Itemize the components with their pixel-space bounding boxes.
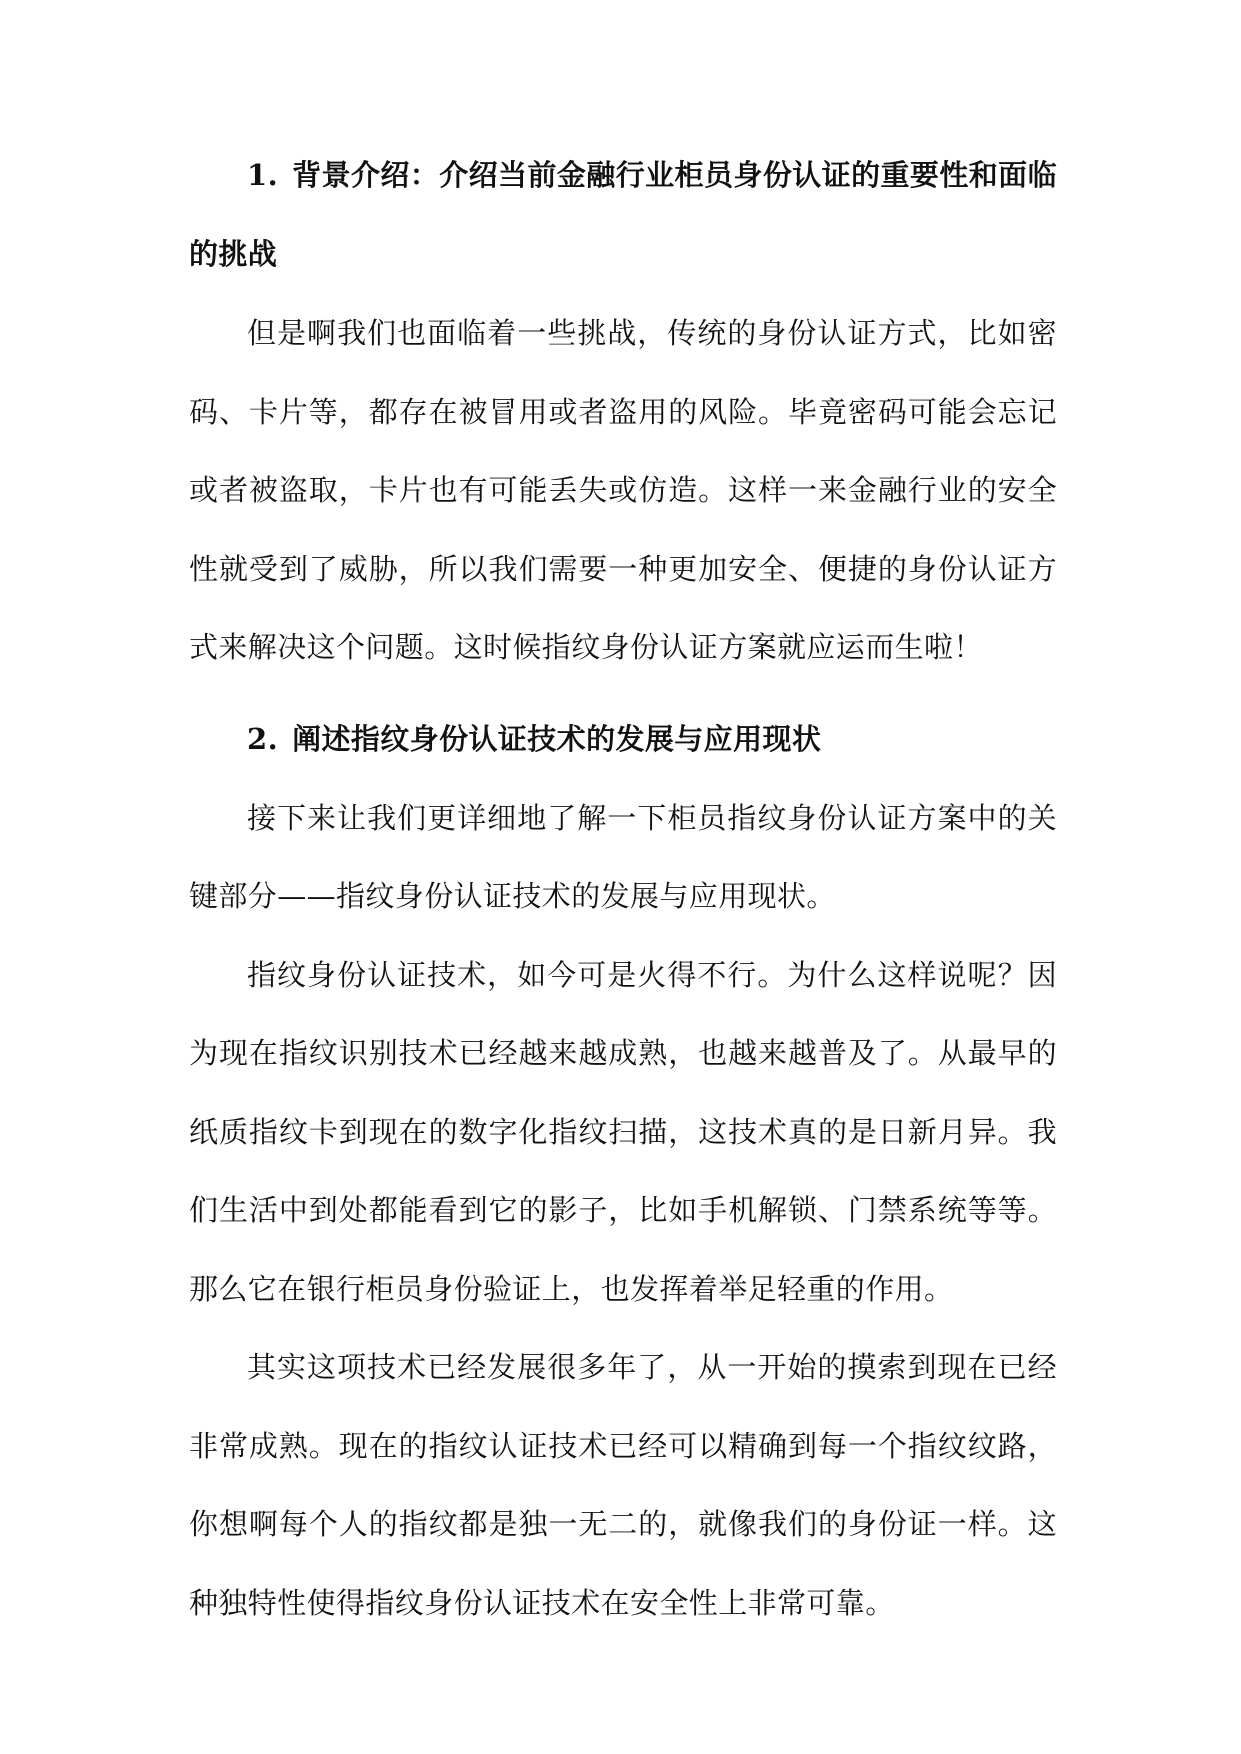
section-heading-2 <box>189 700 1057 779</box>
section-heading-1 <box>189 136 1057 294</box>
body-paragraph: 指纹身份认证技术，如今可是火得不行。为什么这样说呢？因为现在指纹识别技术已经越来越成熟，也越来越普及了。从最早的纸质指纹卡到现在的数字化指纹扫描，这技术真的是日新月异。我们生活中到处都能看到它的影子，比如手机解锁、门禁系统等等。那么它在银行柜员身份验证上，也发挥着举足轻重的作用。 <box>189 957 1057 1306</box>
section-title: 背景介绍：介绍当前金融行业柜员身份认证的重要性和面临的挑战 <box>189 158 1057 271</box>
section-title: 阐述指纹身份认证技术的发展与应用现状 <box>292 721 822 756</box>
body-paragraph: 但是啊我们也面临着一些挑战，传统的身份认证方式，比如密码、卡片等，都存在被冒用或者盗用的风险。毕竟密码可能会忘记或者被盗取，卡片也有可能丢失或仿造。这样一来金融行业的安全性就受到了威胁，所以我们需要一种更加安全、便捷的身份认证方式来解决这个问题。这时候指纹身份认证方案就应运而生啦！ <box>189 316 1057 664</box>
section-number: 1. <box>247 158 279 192</box>
section-number: 2. <box>247 721 279 756</box>
document-body <box>189 136 1057 1642</box>
body-paragraph: 其实这项技术已经发展很多年了，从一开始的摸索到现在已经非常成熟。现在的指纹认证技术已经可以精确到每一个指纹纹路，你想啊每个人的指纹都是独一无二的，就像我们的身份证一样。这种独特性使得指纹身份认证技术在安全性上非常可靠。 <box>189 1350 1057 1620</box>
body-paragraph: 接下来让我们更详细地了解一下柜员指纹身份认证方案中的关键部分——指纹身份认证技术的发展与应用现状。 <box>189 800 1057 913</box>
